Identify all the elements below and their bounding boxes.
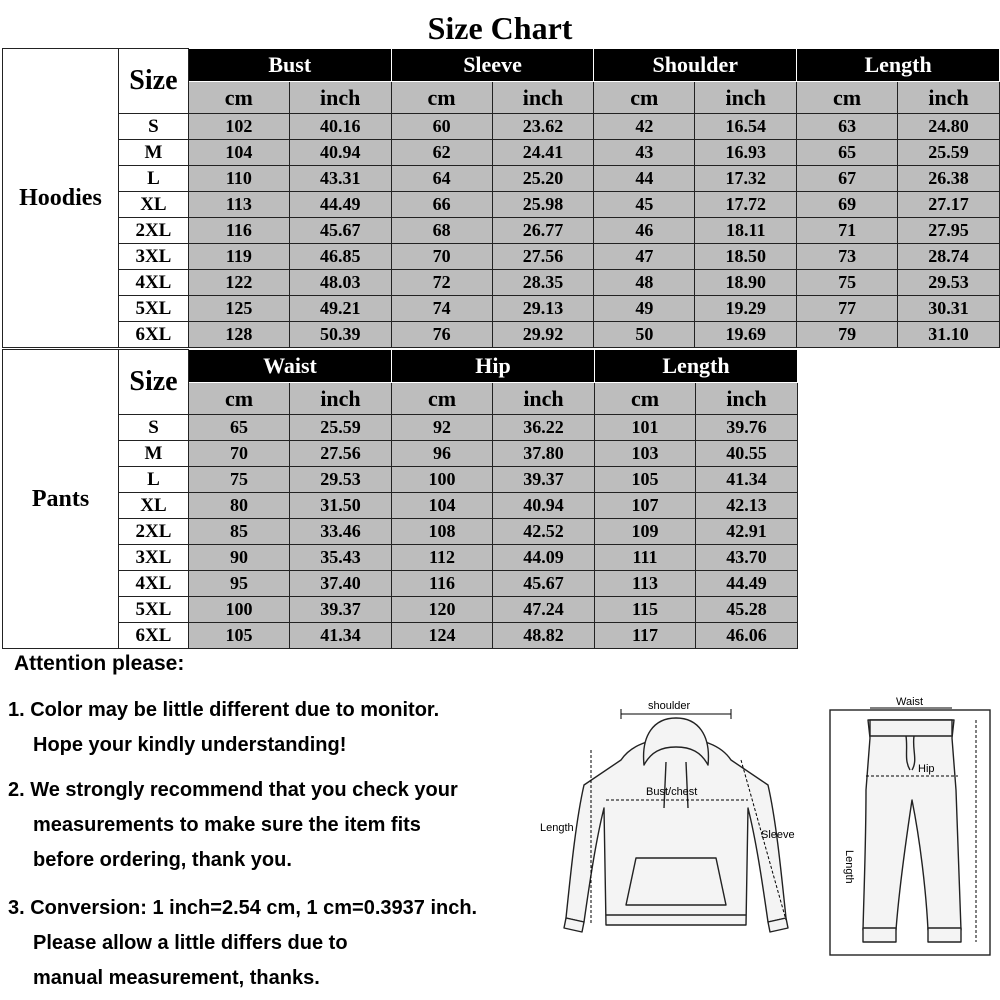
pants-value-cell: 42.91 bbox=[696, 519, 798, 545]
pants-value-cell: 33.46 bbox=[290, 519, 392, 545]
hoodies-value-cell: 18.90 bbox=[695, 270, 797, 296]
hoodies-value-cell: 27.95 bbox=[898, 218, 1000, 244]
hoodies-value-cell: 79 bbox=[797, 322, 898, 348]
pants-value-cell: 37.40 bbox=[290, 571, 392, 597]
note-line: Hope your kindly understanding! bbox=[33, 734, 347, 756]
table-row bbox=[3, 114, 1000, 140]
pants-value-cell: 31.50 bbox=[290, 493, 392, 519]
hoodies-value-cell: 44 bbox=[594, 166, 695, 192]
hoodies-value-cell: 23.62 bbox=[492, 114, 594, 140]
hoodie-outline-icon bbox=[564, 718, 788, 932]
pants-value-cell: 108 bbox=[392, 519, 493, 545]
hoodies-unit-header: cm bbox=[391, 82, 492, 114]
hoodies-value-cell: 68 bbox=[391, 218, 492, 244]
note-measurements bbox=[8, 773, 568, 878]
table-row bbox=[3, 296, 1000, 322]
pants-value-cell: 117 bbox=[595, 623, 696, 649]
hoodies-value-cell: 40.94 bbox=[289, 140, 391, 166]
hoodies-value-cell: 72 bbox=[391, 270, 492, 296]
attention-heading: Attention please: bbox=[14, 652, 185, 675]
hoodies-value-cell: 26.38 bbox=[898, 166, 1000, 192]
pants-measurement-diagram bbox=[826, 690, 996, 960]
pants-value-cell: 44.09 bbox=[493, 545, 595, 571]
pants-value-cell: 35.43 bbox=[290, 545, 392, 571]
hoodies-size-cell: S bbox=[118, 114, 188, 140]
pants-value-cell: 80 bbox=[189, 493, 290, 519]
bust-label: Bust/chest bbox=[646, 786, 698, 798]
table-row bbox=[3, 493, 798, 519]
pants-size-cell: 4XL bbox=[119, 571, 189, 597]
hoodies-value-cell: 46.85 bbox=[289, 244, 391, 270]
pants-size-cell: 3XL bbox=[119, 545, 189, 571]
hoodies-value-cell: 63 bbox=[797, 114, 898, 140]
pants-value-cell: 101 bbox=[595, 415, 696, 441]
hoodies-unit-header: cm bbox=[188, 82, 289, 114]
hoodies-value-cell: 29.53 bbox=[898, 270, 1000, 296]
hoodies-value-cell: 49 bbox=[594, 296, 695, 322]
pants-size-cell: 6XL bbox=[119, 623, 189, 649]
table-row bbox=[3, 623, 798, 649]
pants-value-cell: 36.22 bbox=[493, 415, 595, 441]
pants-value-cell: 112 bbox=[392, 545, 493, 571]
pants-value-cell: 103 bbox=[595, 441, 696, 467]
hoodies-value-cell: 49.21 bbox=[289, 296, 391, 322]
pants-group-header: Waist bbox=[189, 350, 392, 383]
hoodies-value-cell: 45.67 bbox=[289, 218, 391, 244]
pants-value-cell: 29.53 bbox=[290, 467, 392, 493]
hoodies-size-cell: 6XL bbox=[118, 322, 188, 348]
hoodies-unit-header: inch bbox=[898, 82, 1000, 114]
hoodies-value-cell: 46 bbox=[594, 218, 695, 244]
pants-value-cell: 70 bbox=[189, 441, 290, 467]
table-row bbox=[3, 519, 798, 545]
table-row bbox=[3, 192, 1000, 218]
hoodies-value-cell: 44.49 bbox=[289, 192, 391, 218]
hoodies-value-cell: 16.54 bbox=[695, 114, 797, 140]
pants-value-cell: 48.82 bbox=[493, 623, 595, 649]
table-row bbox=[3, 270, 1000, 296]
hoodies-value-cell: 66 bbox=[391, 192, 492, 218]
table-row bbox=[3, 218, 1000, 244]
pants-value-cell: 40.55 bbox=[696, 441, 798, 467]
hoodies-group-header: Shoulder bbox=[594, 49, 797, 82]
hoodies-value-cell: 48.03 bbox=[289, 270, 391, 296]
length-label: Length bbox=[540, 822, 574, 834]
pants-value-cell: 92 bbox=[392, 415, 493, 441]
pants-value-cell: 124 bbox=[392, 623, 493, 649]
note-conversion bbox=[8, 891, 568, 996]
pants-value-cell: 109 bbox=[595, 519, 696, 545]
hoodies-value-cell: 48 bbox=[594, 270, 695, 296]
hoodies-value-cell: 50.39 bbox=[289, 322, 391, 348]
pants-value-cell: 25.59 bbox=[290, 415, 392, 441]
hoodies-value-cell: 64 bbox=[391, 166, 492, 192]
pants-size-cell: 5XL bbox=[119, 597, 189, 623]
pants-value-cell: 105 bbox=[595, 467, 696, 493]
pants-value-cell: 105 bbox=[189, 623, 290, 649]
hoodies-unit-header: inch bbox=[289, 82, 391, 114]
hoodies-value-cell: 19.69 bbox=[695, 322, 797, 348]
pants-size-cell: S bbox=[119, 415, 189, 441]
table-row bbox=[3, 467, 798, 493]
hoodies-value-cell: 62 bbox=[391, 140, 492, 166]
pants-value-cell: 120 bbox=[392, 597, 493, 623]
hoodie-measurement-diagram bbox=[536, 690, 816, 950]
pants-value-cell: 47.24 bbox=[493, 597, 595, 623]
pants-value-cell: 42.13 bbox=[696, 493, 798, 519]
hoodies-value-cell: 30.31 bbox=[898, 296, 1000, 322]
note-line: 1. Color may be little different due to monitor. bbox=[8, 699, 440, 721]
pants-outline-icon bbox=[863, 720, 961, 942]
hoodies-size-header: Size bbox=[118, 49, 188, 114]
hoodies-category-label: Hoodies bbox=[3, 49, 119, 348]
pants-value-cell: 115 bbox=[595, 597, 696, 623]
hoodies-value-cell: 25.59 bbox=[898, 140, 1000, 166]
pants-group-header: Length bbox=[595, 350, 798, 383]
pants-value-cell: 39.37 bbox=[290, 597, 392, 623]
hoodies-value-cell: 102 bbox=[188, 114, 289, 140]
hoodies-value-cell: 29.92 bbox=[492, 322, 594, 348]
pants-value-cell: 40.94 bbox=[493, 493, 595, 519]
pants-size-cell: XL bbox=[119, 493, 189, 519]
pants-value-cell: 95 bbox=[189, 571, 290, 597]
pants-size-cell: L bbox=[119, 467, 189, 493]
hoodies-value-cell: 25.98 bbox=[492, 192, 594, 218]
note-line: manual measurement, thanks. bbox=[33, 967, 320, 989]
hoodies-value-cell: 74 bbox=[391, 296, 492, 322]
hoodies-value-cell: 47 bbox=[594, 244, 695, 270]
hoodies-value-cell: 119 bbox=[188, 244, 289, 270]
pants-value-cell: 45.67 bbox=[493, 571, 595, 597]
pants-value-cell: 41.34 bbox=[696, 467, 798, 493]
pants-value-cell: 39.37 bbox=[493, 467, 595, 493]
hoodies-value-cell: 69 bbox=[797, 192, 898, 218]
pants-unit-header: cm bbox=[595, 383, 696, 415]
note-line: Please allow a little differs due to bbox=[33, 932, 348, 954]
hoodies-value-cell: 125 bbox=[188, 296, 289, 322]
hoodies-value-cell: 26.77 bbox=[492, 218, 594, 244]
pants-value-cell: 100 bbox=[392, 467, 493, 493]
hoodies-value-cell: 42 bbox=[594, 114, 695, 140]
hoodies-value-cell: 28.74 bbox=[898, 244, 1000, 270]
table-row bbox=[3, 571, 798, 597]
hoodies-group-header: Bust bbox=[188, 49, 391, 82]
hoodies-value-cell: 50 bbox=[594, 322, 695, 348]
pants-value-cell: 85 bbox=[189, 519, 290, 545]
pants-unit-header: inch bbox=[493, 383, 595, 415]
pants-value-cell: 41.34 bbox=[290, 623, 392, 649]
pants-value-cell: 43.70 bbox=[696, 545, 798, 571]
pants-value-cell: 44.49 bbox=[696, 571, 798, 597]
hoodies-value-cell: 17.72 bbox=[695, 192, 797, 218]
pants-unit-header: cm bbox=[189, 383, 290, 415]
table-row bbox=[3, 166, 1000, 192]
hoodies-group-header: Sleeve bbox=[391, 49, 594, 82]
hoodies-value-cell: 128 bbox=[188, 322, 289, 348]
hoodies-value-cell: 29.13 bbox=[492, 296, 594, 322]
hoodies-size-cell: 4XL bbox=[118, 270, 188, 296]
pants-value-cell: 113 bbox=[595, 571, 696, 597]
hoodies-value-cell: 104 bbox=[188, 140, 289, 166]
table-row bbox=[3, 415, 798, 441]
table-row bbox=[3, 597, 798, 623]
hoodies-value-cell: 17.32 bbox=[695, 166, 797, 192]
hoodies-size-cell: 5XL bbox=[118, 296, 188, 322]
hoodies-value-cell: 76 bbox=[391, 322, 492, 348]
hoodies-value-cell: 27.17 bbox=[898, 192, 1000, 218]
hoodies-value-cell: 75 bbox=[797, 270, 898, 296]
hoodies-value-cell: 19.29 bbox=[695, 296, 797, 322]
sleeve-label: Sleeve bbox=[761, 829, 795, 841]
note-line: 2. We strongly recommend that you check your bbox=[8, 779, 458, 801]
hoodies-value-cell: 27.56 bbox=[492, 244, 594, 270]
table-row bbox=[3, 322, 1000, 348]
hoodies-value-cell: 43.31 bbox=[289, 166, 391, 192]
hoodies-value-cell: 110 bbox=[188, 166, 289, 192]
pants-value-cell: 45.28 bbox=[696, 597, 798, 623]
hoodies-value-cell: 71 bbox=[797, 218, 898, 244]
hoodies-value-cell: 45 bbox=[594, 192, 695, 218]
pants-unit-header: inch bbox=[696, 383, 798, 415]
hoodies-group-header: Length bbox=[797, 49, 1000, 82]
hoodies-value-cell: 43 bbox=[594, 140, 695, 166]
hoodies-value-cell: 122 bbox=[188, 270, 289, 296]
hoodies-value-cell: 60 bbox=[391, 114, 492, 140]
hoodies-value-cell: 65 bbox=[797, 140, 898, 166]
pants-length-label: Length bbox=[843, 850, 855, 884]
hoodies-size-cell: XL bbox=[118, 192, 188, 218]
hoodies-value-cell: 24.41 bbox=[492, 140, 594, 166]
pants-value-cell: 42.52 bbox=[493, 519, 595, 545]
waist-label: Waist bbox=[896, 696, 924, 708]
pants-size-cell: 2XL bbox=[119, 519, 189, 545]
table-row bbox=[3, 244, 1000, 270]
note-line: before ordering, thank you. bbox=[33, 849, 292, 871]
pants-value-cell: 75 bbox=[189, 467, 290, 493]
hoodies-value-cell: 113 bbox=[188, 192, 289, 218]
hoodies-value-cell: 18.11 bbox=[695, 218, 797, 244]
pants-value-cell: 107 bbox=[595, 493, 696, 519]
shoulder-label: shoulder bbox=[648, 700, 691, 712]
pants-value-cell: 111 bbox=[595, 545, 696, 571]
pants-size-table bbox=[2, 349, 798, 649]
hoodies-value-cell: 70 bbox=[391, 244, 492, 270]
hoodies-value-cell: 73 bbox=[797, 244, 898, 270]
pants-size-cell: M bbox=[119, 441, 189, 467]
page-title: Size Chart bbox=[427, 10, 573, 46]
hoodies-value-cell: 116 bbox=[188, 218, 289, 244]
hoodies-size-cell: M bbox=[118, 140, 188, 166]
pants-value-cell: 27.56 bbox=[290, 441, 392, 467]
hoodies-value-cell: 25.20 bbox=[492, 166, 594, 192]
note-color bbox=[8, 693, 568, 763]
hip-label: Hip bbox=[918, 763, 935, 775]
pants-value-cell: 65 bbox=[189, 415, 290, 441]
hoodies-value-cell: 28.35 bbox=[492, 270, 594, 296]
hoodies-unit-header: cm bbox=[594, 82, 695, 114]
hoodies-size-cell: 3XL bbox=[118, 244, 188, 270]
hoodies-unit-header: inch bbox=[695, 82, 797, 114]
hoodies-value-cell: 24.80 bbox=[898, 114, 1000, 140]
pants-value-cell: 96 bbox=[392, 441, 493, 467]
hoodies-value-cell: 77 bbox=[797, 296, 898, 322]
pants-value-cell: 104 bbox=[392, 493, 493, 519]
table-row bbox=[3, 140, 1000, 166]
pants-value-cell: 37.80 bbox=[493, 441, 595, 467]
pants-category-label: Pants bbox=[3, 350, 119, 649]
pants-group-header: Hip bbox=[392, 350, 595, 383]
table-row bbox=[3, 441, 798, 467]
note-line: 3. Conversion: 1 inch=2.54 cm, 1 cm=0.3937 inch. bbox=[8, 897, 478, 919]
pants-value-cell: 39.76 bbox=[696, 415, 798, 441]
pants-unit-header: inch bbox=[290, 383, 392, 415]
table-row bbox=[3, 545, 798, 571]
hoodies-value-cell: 18.50 bbox=[695, 244, 797, 270]
pants-value-cell: 100 bbox=[189, 597, 290, 623]
hoodies-value-cell: 40.16 bbox=[289, 114, 391, 140]
hoodies-unit-header: cm bbox=[797, 82, 898, 114]
hoodies-value-cell: 31.10 bbox=[898, 322, 1000, 348]
hoodies-value-cell: 16.93 bbox=[695, 140, 797, 166]
hoodies-size-cell: 2XL bbox=[118, 218, 188, 244]
pants-size-header: Size bbox=[119, 350, 189, 415]
pants-unit-header: cm bbox=[392, 383, 493, 415]
hoodies-value-cell: 67 bbox=[797, 166, 898, 192]
pants-value-cell: 90 bbox=[189, 545, 290, 571]
hoodies-unit-header: inch bbox=[492, 82, 594, 114]
hoodies-size-cell: L bbox=[118, 166, 188, 192]
pants-value-cell: 46.06 bbox=[696, 623, 798, 649]
pants-value-cell: 116 bbox=[392, 571, 493, 597]
note-line: measurements to make sure the item fits bbox=[33, 814, 421, 836]
hoodies-size-table bbox=[2, 48, 1000, 348]
